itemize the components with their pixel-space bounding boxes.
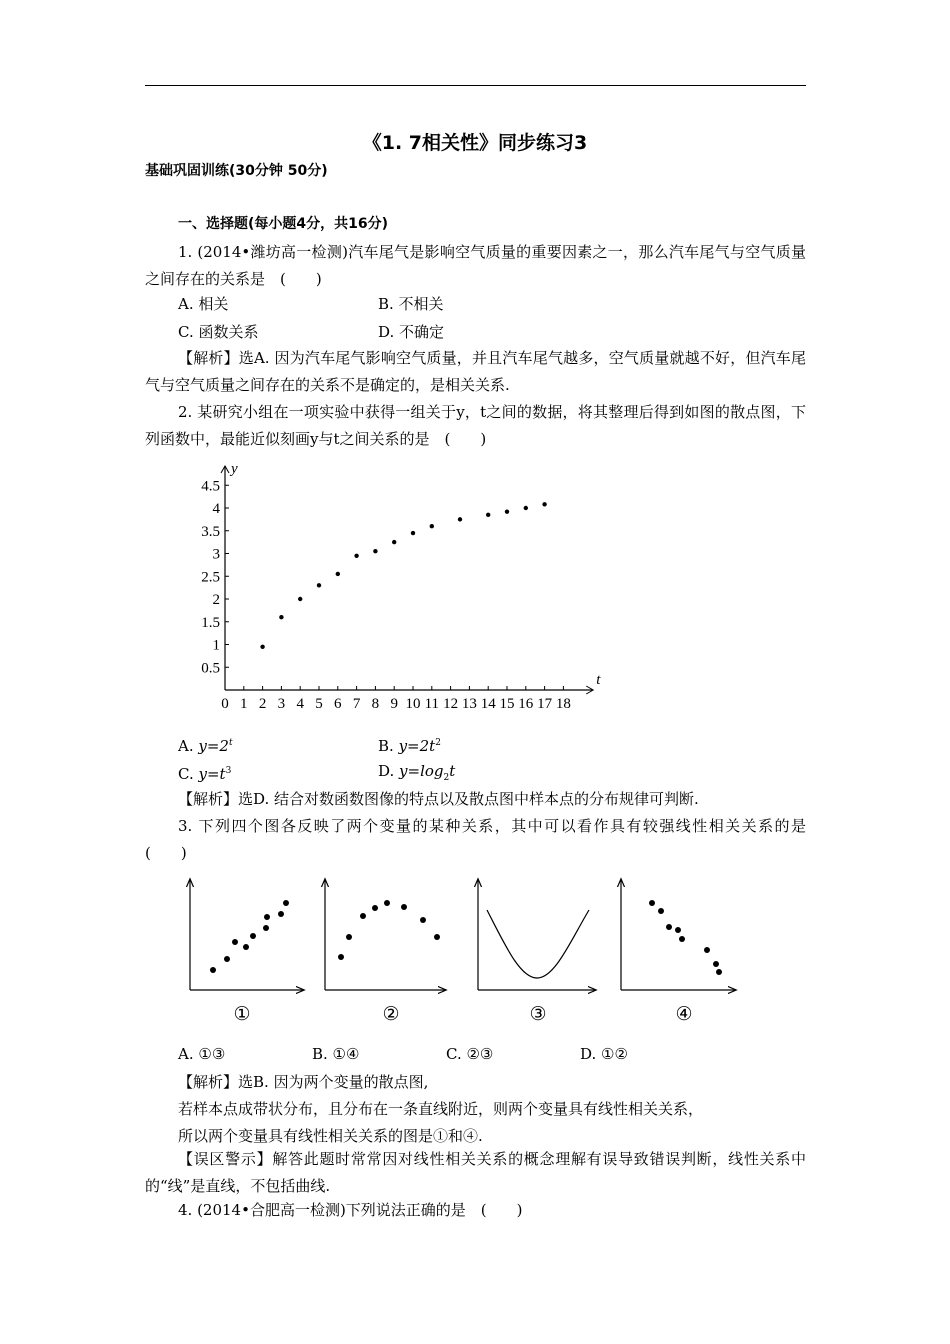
q3-option-a: A. ①③ (178, 1045, 226, 1063)
warning-label: 【误区警示】 (178, 1150, 273, 1168)
scatter-point (298, 597, 302, 601)
q1-option-a: A. 相关 (178, 295, 229, 313)
q2-stem: 2. 某研究小组在一项实验中获得一组关于y，t之间的数据，将其整理后得到如图的散点图，下列函数中，最能近似刻画y与t之间关系的是 ( ) (145, 403, 806, 448)
q2-option-d: D. $y=\log_2t$ (378, 762, 456, 783)
x-tick-label: 14 (480, 696, 496, 712)
analysis-label: 【解析】 (178, 349, 239, 367)
y-tick-label: 0.5 (201, 660, 220, 677)
x-tick-label: 5 (315, 696, 323, 712)
figure-4 (621, 880, 735, 1025)
q3-analysis: 【解析】选B. 因为两个变量的散点图, (178, 1073, 429, 1091)
scatter-point (336, 572, 340, 576)
scatter-point (260, 645, 264, 649)
x-tick-label: 8 (371, 696, 380, 712)
chart-body (201, 461, 601, 712)
q3-analysis-2: 若样本点成带状分布，且分布在一条直线附近，则两个变量具有线性相关关系， (178, 1100, 704, 1118)
q3-option-b: B. ①④ (312, 1045, 360, 1063)
q3-warning: 【误区警示】解答此题时常常因对线性相关关系的概念理解有误导致错误判断，线性关系中的“线”是直线，不包括曲线. (145, 1150, 806, 1195)
scatter-point (542, 502, 546, 506)
header-rule (145, 85, 806, 86)
x-tick-label: 7 (352, 696, 361, 712)
y-tick-label: 2 (212, 592, 220, 608)
scatter-point (458, 517, 462, 521)
y-tick-label: 3.5 (201, 523, 220, 540)
x-tick-label: 17 (537, 696, 553, 712)
q1-analysis: 【解析】选A. 因为汽车尾气影响空气质量，并且汽车尾气越多，空气质量就越不好，但汽车尾气与空气质量之间存在的关系不是确定的，是相关关系. (145, 349, 806, 394)
x-tick-label: 18 (555, 696, 571, 712)
y-tick-label: 1 (212, 637, 220, 654)
y-tick-label: 4 (212, 501, 220, 517)
analysis-label: 【解析】 (178, 790, 239, 808)
q1-option-b: B. 不相关 (378, 295, 444, 313)
q2-option-b: B. $y=2t^2$ (378, 737, 441, 755)
x-tick-label: 13 (461, 696, 477, 712)
scatter-chart (190, 458, 610, 720)
x-tick-label: 15 (499, 696, 515, 712)
x-tick-label: 16 (518, 696, 534, 712)
q2-option-c: C. $y=t^3$ (178, 765, 232, 783)
scatter-point (486, 513, 490, 517)
x-tick-label: 10 (405, 696, 421, 712)
y-axis-label: y (231, 461, 238, 477)
part-heading: 一、选择题(每小题4分，共16分) (178, 216, 389, 232)
figure-1-label: ① (233, 1004, 251, 1025)
figure-4-label: ④ (675, 1004, 693, 1025)
x-tick-label: 4 (296, 696, 304, 712)
figure-1 (190, 880, 303, 1025)
q1-option-c: C. 函数关系 (178, 323, 259, 341)
x-tick-label: 9 (390, 696, 398, 712)
q3-stem: 3. 下列四个图各反映了两个变量的某种关系，其中可以看作具有较强线性相关关系的是 ( ) (145, 817, 822, 862)
section-heading: 基础巩固训练(30分钟 50分) (145, 163, 328, 179)
q1-option-d: D. 不确定 (378, 323, 445, 341)
x-tick-label: 12 (443, 696, 459, 712)
scatter-point (354, 554, 358, 558)
figure-2-label: ② (382, 1004, 400, 1025)
y-tick-label: 4.5 (201, 478, 220, 495)
page-title: 《1. 7相关性》同步练习3 (362, 132, 588, 154)
q3-figures (175, 870, 745, 1032)
q3-option-d: D. ①② (580, 1045, 628, 1063)
q1-stem: 1. (2014•潍坊高一检测)汽车尾气是影响空气质量的重要因素之一，那么汽车尾气与空气质量之间存在的关系是 ( ) (145, 243, 806, 288)
scatter-point (430, 524, 434, 528)
x-tick-label: 3 (277, 696, 286, 712)
scatter-point (317, 583, 321, 587)
scatter-point (392, 540, 396, 544)
y-tick-label: 3 (212, 546, 220, 563)
q4-stem: 4. (2014•合肥高一检测)下列说法正确的是 ( ) (178, 1201, 523, 1219)
scatter-point (411, 531, 415, 535)
q3-option-c: C. ②③ (446, 1045, 494, 1063)
x-tick-label: 0 (221, 696, 229, 712)
y-tick-label: 2.5 (201, 569, 220, 586)
scatter-point (505, 509, 509, 513)
x-axis-label: t (596, 672, 601, 688)
x-tick-label: 1 (240, 696, 248, 712)
scatter-point (279, 615, 283, 619)
figure-3 (478, 880, 595, 1025)
y-tick-label: 1.5 (201, 614, 220, 631)
analysis-label: 【解析】 (178, 1073, 239, 1091)
scatter-point (524, 506, 528, 510)
x-tick-label: 11 (424, 696, 440, 712)
x-tick-label: 6 (334, 696, 342, 712)
q3-analysis-3: 所以两个变量具有线性相关关系的图是①和④. (178, 1127, 483, 1145)
x-tick-label: 2 (258, 696, 267, 712)
q2-option-a: A. $y=2^t$ (178, 737, 233, 755)
figure-2 (325, 880, 445, 1025)
scatter-point (373, 549, 377, 553)
q2-analysis: 【解析】选D. 结合对数函数图像的特点以及散点图中样本点的分布规律可判断. (178, 790, 699, 808)
figure-3-label: ③ (529, 1004, 547, 1025)
